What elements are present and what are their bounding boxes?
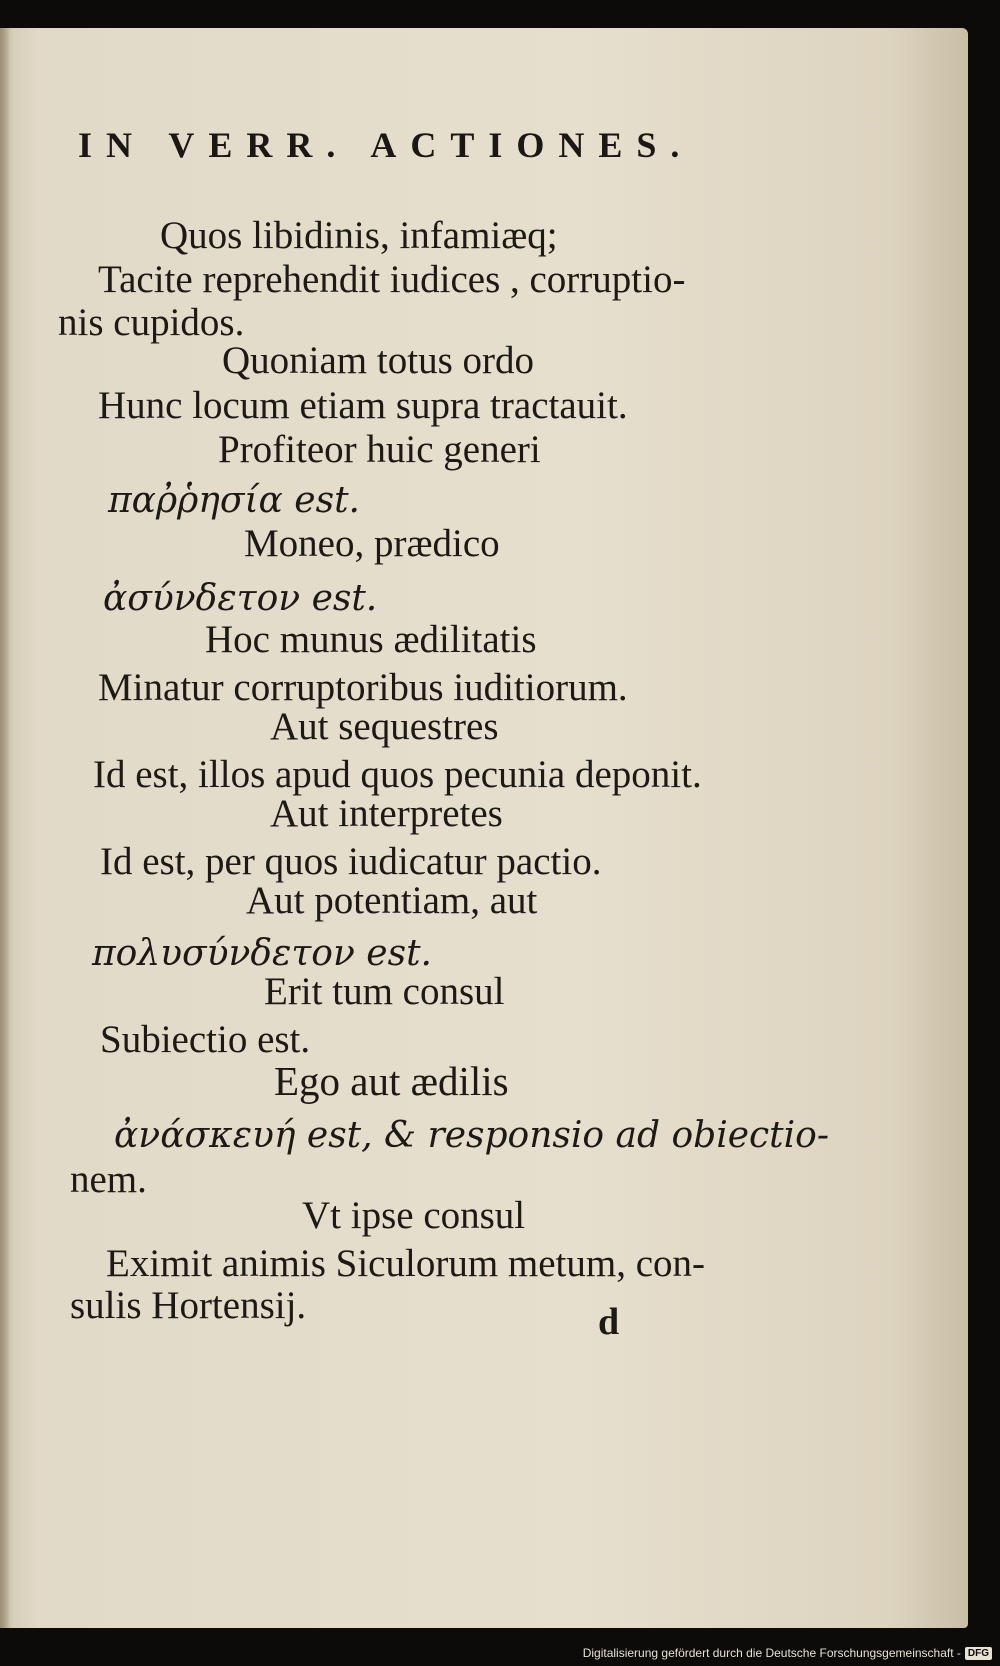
book-page bbox=[0, 28, 968, 1628]
text-line: Vt ipse consul bbox=[302, 1194, 526, 1237]
text-line: Aut potentiam, aut bbox=[246, 879, 538, 922]
signature-mark: d bbox=[598, 1301, 620, 1343]
footer-text: Digitalisierung gefördert durch die Deutsche Forschungsgemeinschaft - bbox=[582, 1646, 961, 1660]
text-line: Aut sequestres bbox=[270, 705, 499, 748]
text-line: Minatur corruptoribus iuditiorum. bbox=[98, 666, 628, 709]
text-line: nis cupidos. bbox=[58, 301, 245, 344]
running-head: IN VERR. ACTIONES. bbox=[78, 125, 694, 165]
text-line: Aut interpretes bbox=[270, 792, 503, 835]
text-line: Erit tum consul bbox=[264, 970, 505, 1013]
dfg-logo: DFG bbox=[965, 1647, 992, 1660]
greek-term-line: ἀσύνδετον est. bbox=[103, 578, 378, 619]
text-line: sulis Hortensij. bbox=[70, 1284, 307, 1327]
text-line: Tacite reprehendit iudices , corruptio- bbox=[98, 258, 686, 301]
text-line: Profiteor huic generi bbox=[218, 428, 541, 471]
text-line: Moneo, prædico bbox=[244, 522, 500, 565]
text-line: Ego aut ædilis bbox=[274, 1058, 509, 1104]
text-line: Subiectio est. bbox=[100, 1018, 311, 1061]
text-line: Quoniam totus ordo bbox=[222, 339, 534, 382]
text-line: Hoc munus ædilitatis bbox=[205, 618, 537, 661]
greek-term-line: ἀνάσκευή est, & responsio ad obiectio- bbox=[114, 1115, 829, 1156]
text-line: Quos libidinis, infamiæq; bbox=[160, 214, 558, 257]
digitization-footer bbox=[583, 1646, 992, 1660]
text-line: Hunc locum etiam supra tractauit. bbox=[98, 384, 628, 427]
text-line: nem. bbox=[70, 1158, 147, 1201]
greek-term-line: παῤῥησία est. bbox=[108, 480, 360, 521]
greek-term-line: πολυσύνδετον est. bbox=[92, 933, 432, 974]
text-line: Id est, illos apud quos pecunia deponit. bbox=[93, 753, 702, 796]
text-line: Id est, per quos iudicatur pactio. bbox=[100, 840, 602, 883]
text-line: Eximit animis Siculorum metum, con- bbox=[106, 1242, 706, 1285]
